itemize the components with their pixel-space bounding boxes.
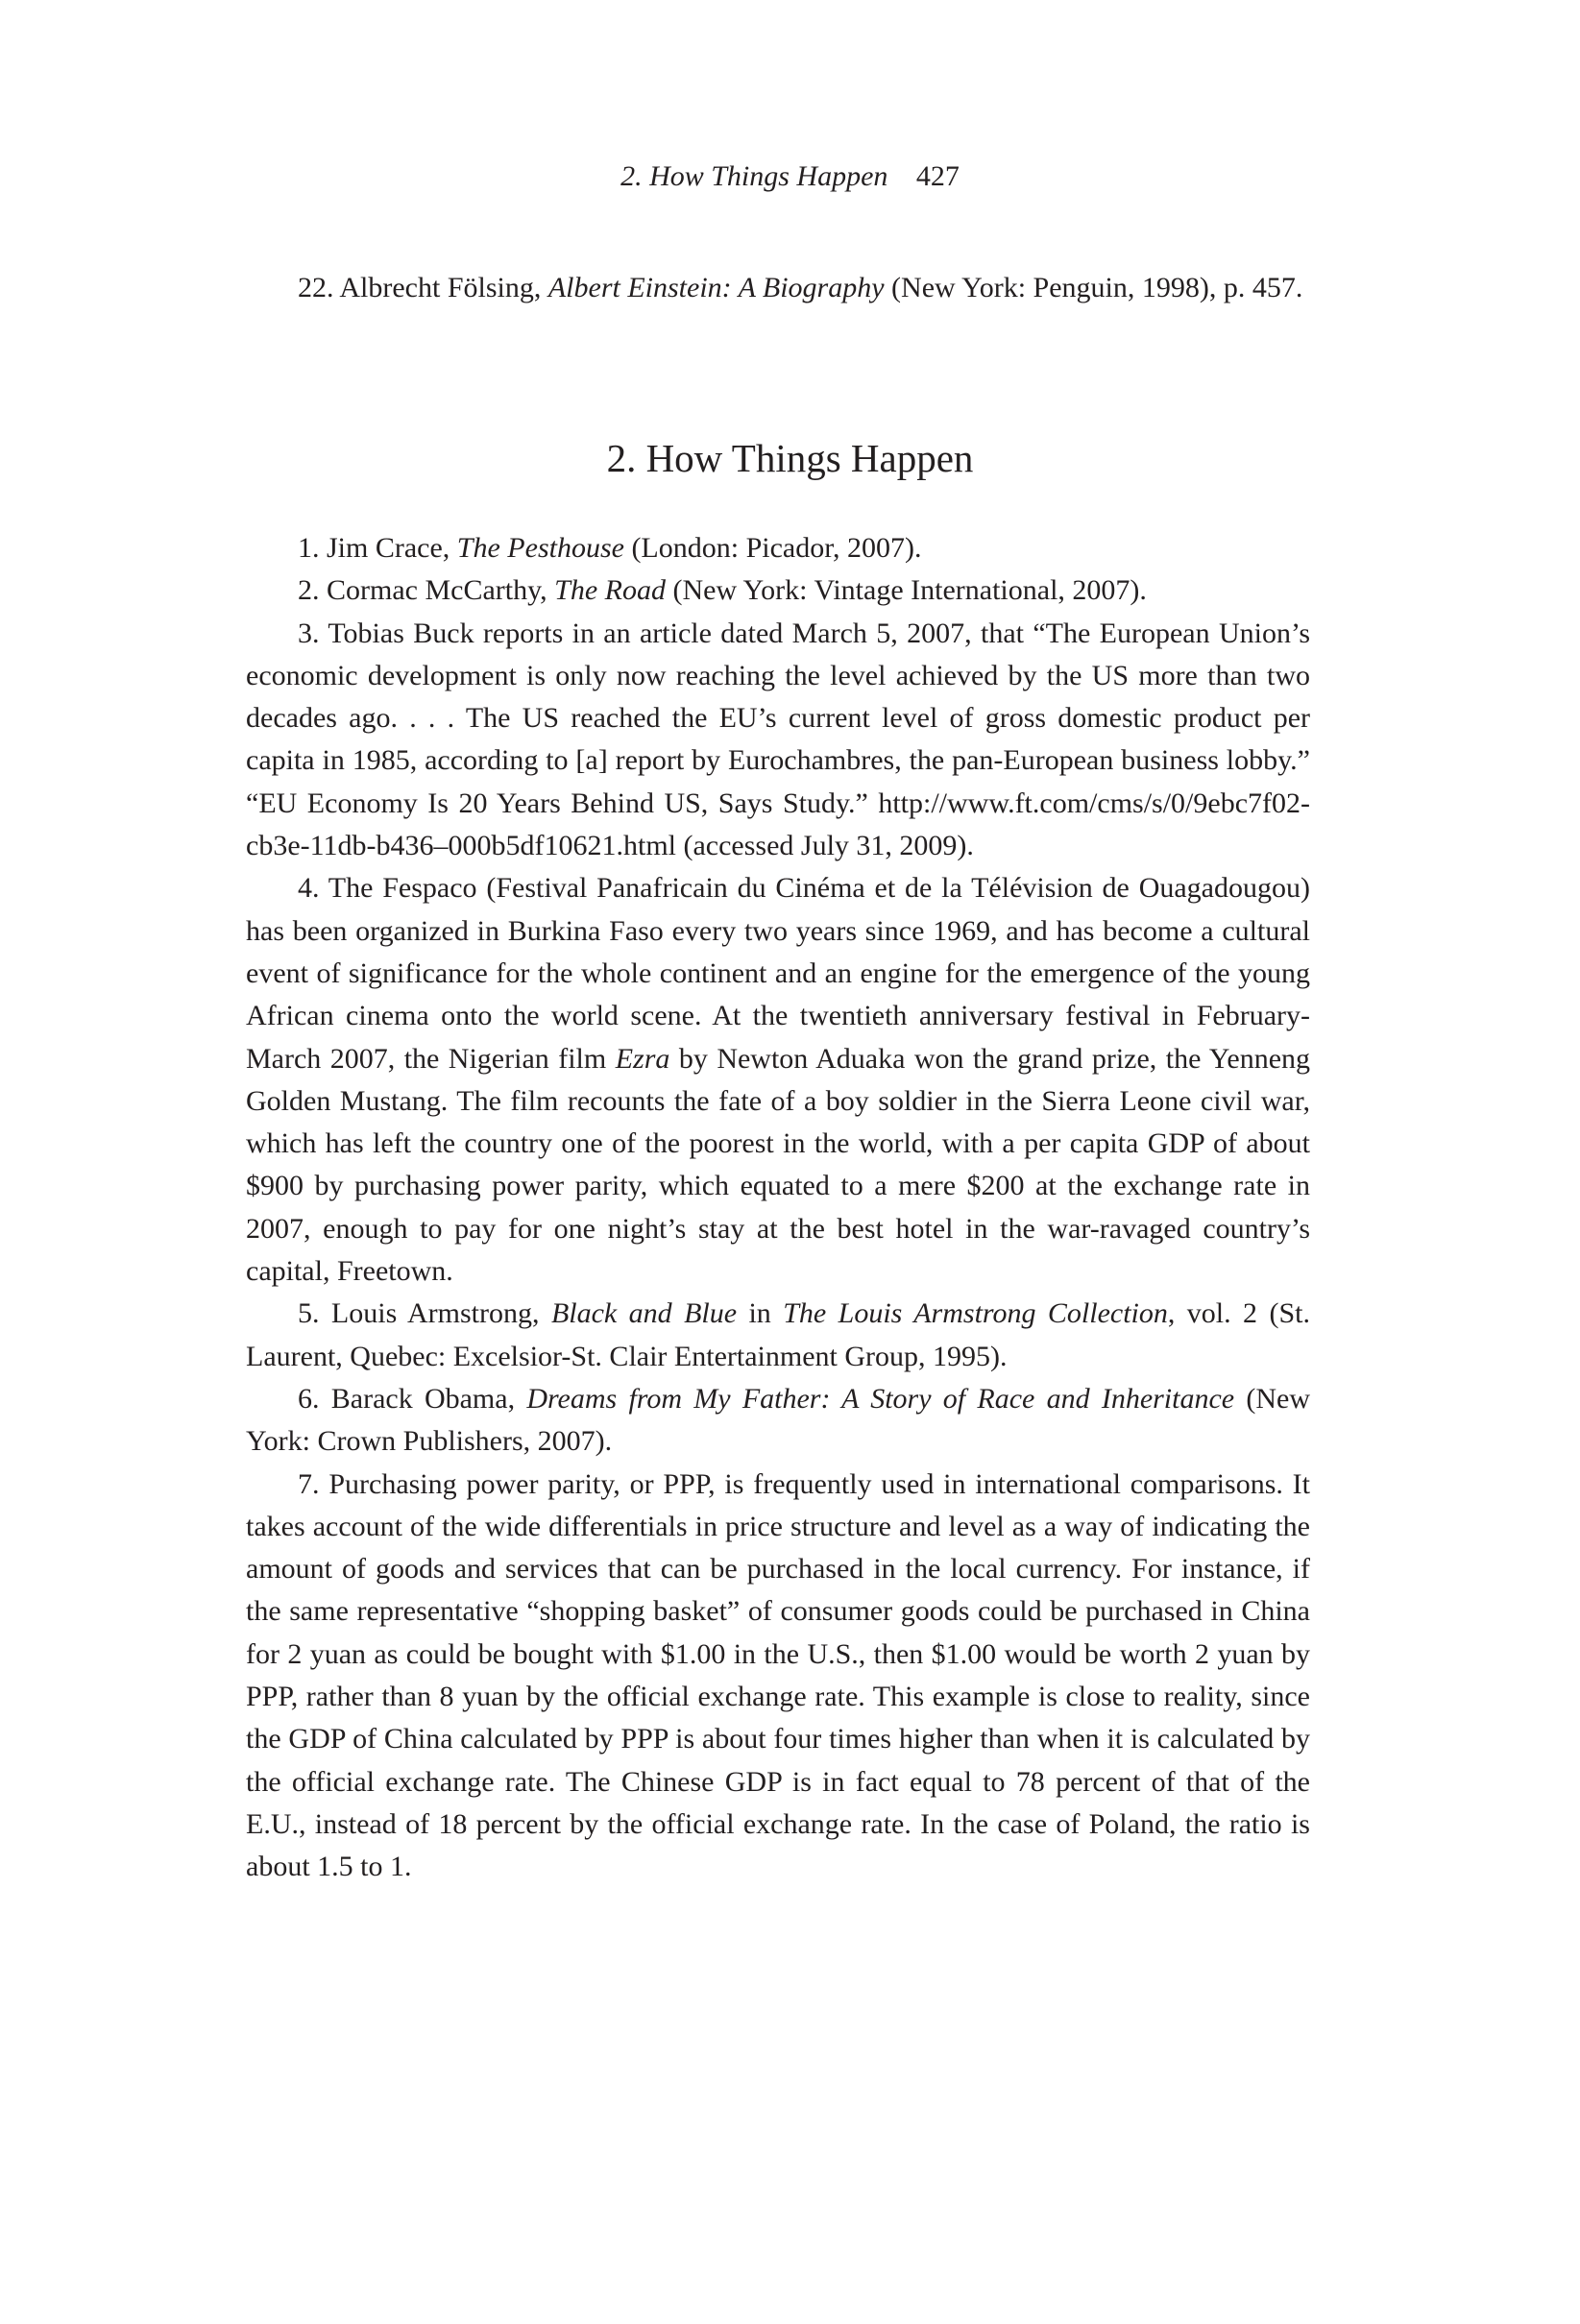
note-22: 22. Albrecht Fölsing, Albert Einstein: A Biography (New York: Penguin, 1998), p. 457. bbox=[246, 267, 1310, 309]
note-number: 7. bbox=[298, 1467, 320, 1500]
note-number: 6. bbox=[298, 1382, 320, 1415]
chapter-notes bbox=[246, 527, 1310, 1889]
book-title: The Road bbox=[554, 574, 666, 607]
note-number: 5. bbox=[298, 1297, 320, 1330]
page-number: 427 bbox=[915, 160, 960, 192]
book-title: Dreams from My Father: A Story of Race and Inheritance bbox=[526, 1382, 1235, 1415]
film-title: Ezra bbox=[615, 1042, 670, 1075]
note-5: 5. Louis Armstrong, Black and Blue in The Louis Armstrong Collection, vol. 2 (St. Laurent, Quebec: Excelsior-St. Clair Entertainment Group, 1995). bbox=[246, 1297, 1310, 1372]
previous-chapter-note bbox=[246, 267, 1310, 309]
note-number: 4. bbox=[298, 872, 320, 905]
note-1: 1. Jim Crace, The Pesthouse (London: Picador, 2007). bbox=[246, 527, 1310, 569]
note-6: 6. Barack Obama, Dreams from My Father: A Story of Race and Inheritance (New York: Crown Publishers, 2007). bbox=[246, 1382, 1310, 1458]
book-title: The Pesthouse bbox=[456, 532, 624, 564]
note-number: 2. bbox=[298, 574, 320, 607]
note-number: 3. bbox=[298, 617, 320, 649]
note-3: 3. Tobias Buck reports in an article dated March 5, 2007, that “The European Union’s economic development is only now reaching the level achieved by the US more than two decades ago. . . . The US reached the EU’s current level of gross domestic product per capita in 1985, according to [a] report by Eurochambres, the pan-European business lobby.” “EU Economy Is 20 Years Behind US, Says Study.” http://www.ft.com/cms/s/0/9ebc7f02-cb3e-11db-b436–000b5df10621.html (accessed July 31, 2009). bbox=[246, 617, 1310, 862]
note-2: 2. Cormac McCarthy, The Road (New York: Vintage International, 2007). bbox=[246, 569, 1310, 612]
note-number: 22. bbox=[298, 272, 334, 303]
book-title: Albert Einstein: A Biography bbox=[547, 272, 885, 303]
running-head-title: 2. How Things Happen bbox=[620, 160, 888, 192]
song-title: Black and Blue bbox=[550, 1297, 738, 1330]
chapter-heading: 2. How Things Happen bbox=[606, 436, 974, 480]
note-7: 7. Purchasing power parity, or PPP, is frequently used in international comparisons. It takes account of the wide differentials in price structure and level as a way of indicating the amount of goods and services that can be purchased in the local currency. For instance, if the same representative “shopping basket” of consumer goods could be purchased in China for 2 yuan as could be bought with $1.00 in the U.S., then $1.00 would be worth 2 yuan by PPP, rather than 8 yuan by the official exchange rate. This example is close to reality, since the GDP of China calculated by PPP is about four times higher than when it is calculated by the official exchange rate. The Chinese GDP is in fact equal to 78 percent of that of the E.U., instead of 18 percent by the official exchange rate. In the case of Poland, the ratio is about 1.5 to 1. bbox=[246, 1467, 1311, 1883]
note-number: 1. bbox=[298, 532, 320, 564]
running-head bbox=[0, 157, 1580, 196]
album-title: The Louis Armstrong Collection bbox=[783, 1297, 1168, 1330]
note-4: 4. The Fespaco (Festival Panafricain du Cinéma et de la Télévision de Ouagadougou) has been organized in Burkina Faso every two years since 1969, and has become a cultural event of significance for the whole continent and an engine for the emergence of the young African cinema onto the world scene. At the twentieth anniversary festival in February-March 2007, the Nigerian film Ezra by Newton Aduaka won the grand prize, the Yenneng Golden Mustang. The film recounts the fate of a boy soldier in the Sierra Leone civil war, which has left the country one of the poorest in the world, with a per capita GDP of about $900 by purchasing power parity, which equated to a mere $200 at the exchange rate in 2007, enough to pay for one night’s stay at the best hotel in the war-ravaged country’s capital, Freetown. bbox=[246, 872, 1311, 1288]
